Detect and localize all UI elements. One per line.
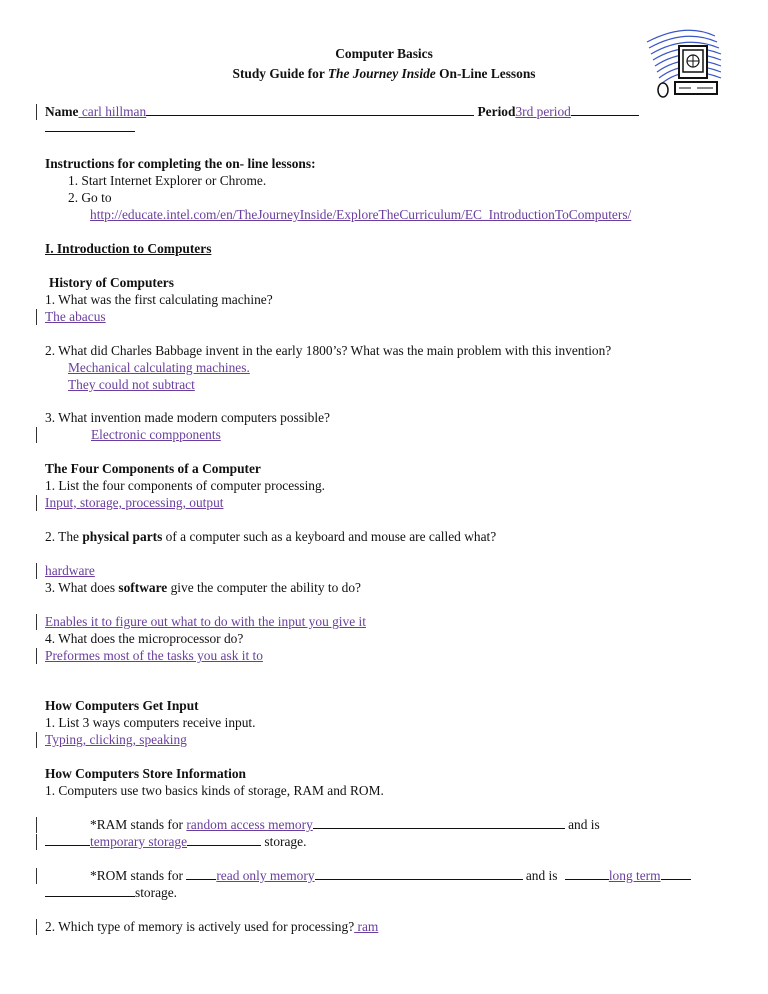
period-field[interactable]: 3rd period	[515, 104, 571, 119]
rom-post: storage.	[135, 885, 178, 900]
q2-pre: 2. The	[45, 529, 83, 544]
ram-blank-2	[45, 834, 90, 846]
input-answer-1[interactable]: Typing, clicking, speaking	[45, 732, 187, 747]
q2-bold: physical parts	[82, 529, 163, 544]
page-title: Computer Basics	[335, 46, 433, 61]
answer-2a[interactable]: Mechanical calculating machines.	[68, 360, 250, 375]
curriculum-link[interactable]: http://educate.intel.com/en/TheJourneyInside/ExploreTheCurriculum/EC_IntroductionToComputers/	[90, 207, 632, 222]
rom-blank-1	[565, 868, 609, 880]
instruction-step-1: 1. Start Internet Explorer or Chrome.	[68, 173, 267, 188]
input-question-1: 1. List 3 ways computers receive input.	[45, 715, 256, 730]
rom-pre: *ROM stands for	[90, 868, 187, 883]
ram-post: storage.	[261, 834, 307, 849]
ram-mid: and is	[564, 817, 600, 832]
change-bar	[36, 834, 37, 850]
change-bar	[36, 868, 37, 884]
storage-question-1: 1. Computers use two basics kinds of storage, RAM and ROM.	[45, 783, 384, 798]
answer-3[interactable]: Electronic compponents	[91, 427, 221, 442]
computer-globe-icon	[645, 22, 725, 102]
ram-line	[90, 817, 600, 833]
q3-pre: 3. What does	[45, 580, 119, 595]
rom-blank-0	[186, 868, 216, 880]
question-2: 2. What did Charles Babbage invent in the early 1800’s? What was the main problem with this invention?	[45, 343, 612, 358]
question-1: 1. What was the first calculating machine?	[45, 292, 273, 307]
storage-question-2	[45, 919, 378, 935]
question-3: 3. What invention made modern computers possible?	[45, 410, 330, 425]
ram-answer[interactable]: random access memory	[186, 817, 313, 832]
history-heading: History of Computers	[49, 275, 174, 290]
rom-mid: and is	[522, 868, 561, 883]
subtitle-italic: The Journey Inside	[327, 66, 436, 81]
change-bar	[36, 614, 37, 630]
change-bar	[36, 563, 37, 579]
change-bar	[36, 817, 37, 833]
name-line	[45, 104, 639, 120]
ram-blank	[313, 817, 565, 829]
components-question-1: 1. List the four components of computer processing.	[45, 478, 326, 493]
change-bar	[36, 309, 37, 325]
components-answer-1[interactable]: Input, storage, processing, output	[45, 495, 224, 510]
rom-answer[interactable]: read only memory	[216, 868, 315, 883]
rom-answer-2[interactable]: long term	[608, 868, 661, 883]
page-subtitle	[0, 66, 768, 82]
components-answer-3[interactable]: Enables it to figure out what to do with the input you give it	[45, 614, 366, 629]
rom-line	[90, 868, 691, 884]
components-question-3	[45, 580, 361, 596]
ram-blank-3	[187, 834, 261, 846]
storage-heading: How Computers Store Information	[45, 766, 246, 781]
change-bar	[36, 648, 37, 664]
rom-blank-3	[45, 885, 135, 897]
answer-1[interactable]: The abacus	[45, 309, 106, 324]
name-blank	[146, 104, 474, 116]
input-heading: How Computers Get Input	[45, 698, 199, 713]
section-heading: I. Introduction to Computers	[45, 241, 212, 256]
q3-bold: software	[118, 580, 168, 595]
components-answer-2[interactable]: hardware	[45, 563, 95, 578]
instruction-step-2: 2. Go to	[68, 190, 112, 205]
name-label: Name	[45, 104, 79, 119]
answer-2b[interactable]: They could not subtract	[68, 377, 195, 392]
q3-post: give the computer the ability to do?	[167, 580, 361, 595]
ram-pre: *RAM stands for	[90, 817, 187, 832]
storage-q2-text: 2. Which type of memory is actively used for processing?	[45, 919, 355, 934]
change-bar	[36, 495, 37, 511]
storage-answer-2[interactable]: ram	[354, 919, 379, 934]
change-bar	[36, 919, 37, 935]
components-heading: The Four Components of a Computer	[45, 461, 261, 476]
q2-post: of a computer such as a keyboard and mouse are called what?	[162, 529, 497, 544]
name-field[interactable]: carl hillman	[78, 104, 147, 119]
blank-line	[45, 120, 135, 132]
ram-line-2	[45, 834, 306, 850]
subtitle-post: On-Line Lessons	[435, 66, 536, 81]
period-label: Period	[474, 104, 516, 119]
change-bar	[36, 427, 37, 443]
change-bar	[36, 732, 37, 748]
instructions-heading: Instructions for completing the on- line lessons:	[45, 156, 316, 171]
subtitle-pre: Study Guide for	[232, 66, 328, 81]
components-question-4: 4. What does the microprocessor do?	[45, 631, 244, 646]
period-blank	[571, 104, 639, 116]
components-answer-4[interactable]: Preformes most of the tasks you ask it to	[45, 648, 263, 663]
components-question-2	[45, 529, 496, 545]
ram-answer-2[interactable]: temporary storage	[90, 834, 188, 849]
name-line-continuation	[45, 120, 135, 136]
change-bar	[36, 104, 37, 120]
rom-blank-2	[661, 868, 691, 880]
rom-blank	[315, 868, 523, 880]
rom-line-2	[45, 885, 177, 901]
